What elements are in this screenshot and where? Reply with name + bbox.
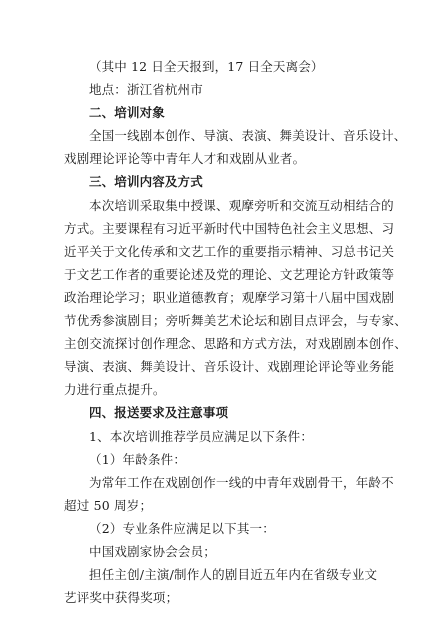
paragraph-line: 戏剧理论评论等中青年人才和戏剧从业者。 [64, 151, 306, 167]
paragraph-line: 超过 50 周岁； [64, 497, 153, 513]
paragraph-line: 为常年工作在戏剧创作一线的中青年戏剧骨干，年龄不 [89, 474, 394, 490]
paragraph-line: 主创交流探讨创作理念、思路和方式方法，对戏剧剧本创作、 [64, 336, 407, 352]
paragraph-line: 近平关于文化传承和文艺工作的重要指示精神、习总书记关 [64, 243, 395, 259]
paragraph-line: 政治理论学习；职业道德教育；观摩学习第十八届中国戏剧 [64, 289, 395, 305]
paragraph-line: 节优秀参演剧目；旁听舞美艺术论坛和剧目点评会，与专家、 [64, 313, 407, 329]
paragraph-line: 力进行重点提升。 [64, 382, 166, 398]
section-heading-content-method: 三、培训内容及方式 [89, 174, 203, 190]
paragraph-line: 方式。主要课程有习近平新时代中国特色社会主义思想、习 [64, 220, 395, 236]
paragraph-line: 导演、表演、舞美设计、音乐设计、戏剧理论评论等业务能 [64, 359, 395, 375]
paragraph-line: 本次培训采取集中授课、观摩旁听和交流互动相结合的 [89, 197, 394, 213]
section-heading-training-target: 二、培训对象 [89, 105, 165, 121]
paragraph-line: 担任主创/主演/制作人的剧目近五年内在省级专业文 [89, 567, 378, 583]
paragraph-line: 于文艺工作者的重要论述及党的理论、文艺理论方针政策等 [64, 266, 395, 282]
section-heading-requirements: 四、报送要求及注意事项 [89, 405, 229, 421]
paragraph-line: （1）年龄条件： [89, 451, 187, 467]
schedule-note: （其中 12 日全天报到，17 日全天离会） [89, 59, 324, 74]
location-line: 地点：浙江省杭州市 [89, 82, 203, 98]
paragraph-line: 中国戏剧家协会会员； [89, 543, 217, 559]
paragraph-line: 1、本次培训推荐学员应满足以下条件： [89, 428, 314, 444]
paragraph-line: （2）专业条件应满足以下其一： [89, 520, 275, 536]
paragraph-line: 全国一线剧本创作、导演、表演、舞美设计、音乐设计、 [89, 128, 407, 144]
paragraph-line: 艺评奖中获得奖项； [64, 590, 179, 606]
